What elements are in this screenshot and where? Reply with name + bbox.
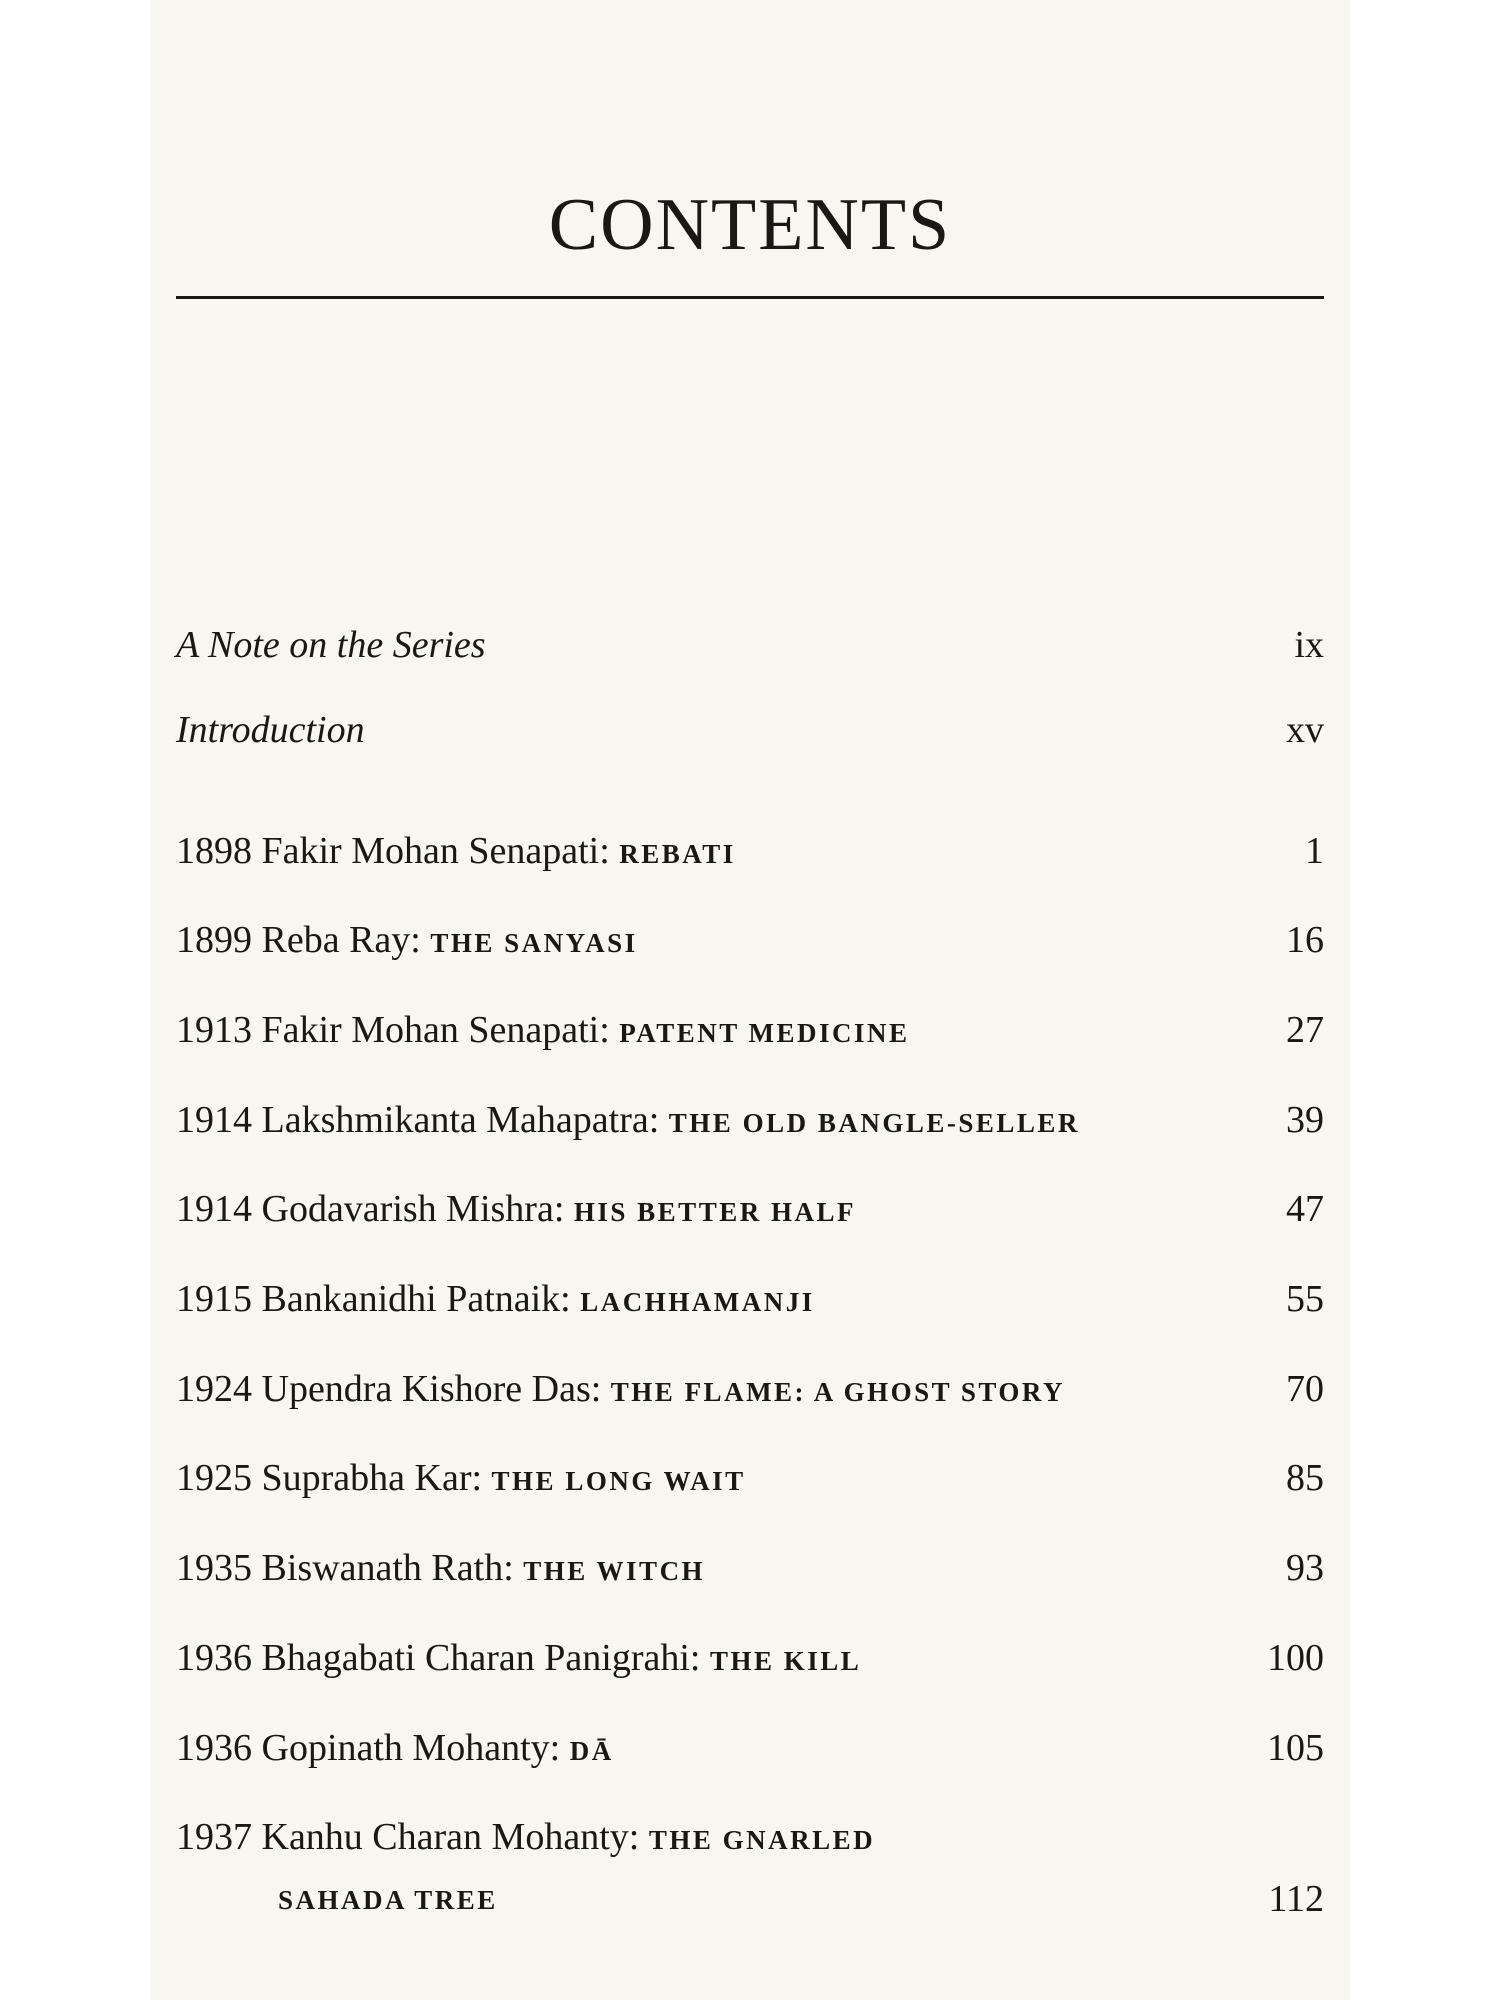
toc-story-title: THE GNARLED bbox=[648, 1825, 876, 1855]
toc-page-number: 27 bbox=[1286, 1009, 1324, 1051]
toc-entry bbox=[176, 1818, 1324, 1856]
toc-year-author: 1936 Bhagabati Charan Panigrahi: bbox=[176, 1637, 701, 1679]
toc-year-author: 1898 Fakir Mohan Senapati: bbox=[176, 830, 610, 872]
toc-entry bbox=[176, 1639, 1324, 1677]
toc-story-title: THE KILL bbox=[710, 1646, 862, 1676]
toc-story-title: DĀ bbox=[569, 1736, 614, 1766]
book-page bbox=[150, 0, 1350, 2000]
toc-page-number: 85 bbox=[1286, 1457, 1324, 1499]
toc-story-title: THE FLAME: A GHOST STORY bbox=[610, 1377, 1065, 1407]
toc-page-number: 93 bbox=[1286, 1547, 1324, 1589]
toc-page-number: 112 bbox=[1268, 1878, 1324, 1920]
toc-story-title: LACHHAMANJI bbox=[580, 1287, 815, 1317]
toc-year-author: 1937 Kanhu Charan Mohanty: bbox=[176, 1816, 640, 1858]
toc-entry bbox=[176, 1011, 1324, 1049]
toc-story-title: THE LONG WAIT bbox=[491, 1466, 746, 1496]
toc-entry-label: Introduction bbox=[176, 709, 365, 751]
toc-year-author: 1914 Godavarish Mishra: bbox=[176, 1188, 565, 1230]
toc-story-title: PATENT MEDICINE bbox=[619, 1018, 910, 1048]
toc-entry bbox=[176, 1101, 1324, 1139]
toc-entry-note-on-series bbox=[176, 626, 1324, 664]
toc-entry bbox=[176, 1459, 1324, 1497]
toc-page-number: 55 bbox=[1286, 1278, 1324, 1320]
toc-page-number: 100 bbox=[1267, 1637, 1324, 1679]
toc-entry bbox=[176, 1190, 1324, 1228]
toc-story-title: HIS BETTER HALF bbox=[573, 1197, 856, 1227]
toc-year-author: 1899 Reba Ray: bbox=[176, 919, 421, 961]
toc-year-author: 1915 Bankanidhi Patnaik: bbox=[176, 1278, 571, 1320]
toc-year-author: 1936 Gopinath Mohanty: bbox=[176, 1727, 561, 1769]
toc-story-title: THE WITCH bbox=[523, 1556, 706, 1586]
toc-entry bbox=[176, 1280, 1324, 1318]
toc-entry-introduction bbox=[176, 711, 1324, 749]
toc-year-author: 1914 Lakshmikanta Mahapatra: bbox=[176, 1099, 660, 1141]
toc-story-title: REBATI bbox=[619, 839, 736, 869]
toc-page-number: 47 bbox=[1286, 1188, 1324, 1230]
toc-entry bbox=[176, 832, 1324, 870]
toc-entry bbox=[176, 1549, 1324, 1587]
title-rule bbox=[176, 296, 1324, 299]
toc-page-number: 39 bbox=[1286, 1099, 1324, 1141]
toc-story-title-continued: SAHADA TREE bbox=[278, 1885, 498, 1915]
toc-story-title: THE OLD BANGLE-SELLER bbox=[668, 1108, 1080, 1138]
toc-page-number: ix bbox=[1294, 624, 1324, 666]
toc-entry bbox=[176, 921, 1324, 959]
toc-year-author: 1935 Biswanath Rath: bbox=[176, 1547, 514, 1589]
toc-year-author: 1924 Upendra Kishore Das: bbox=[176, 1368, 602, 1410]
toc-page-number: 105 bbox=[1267, 1727, 1324, 1769]
toc-entry bbox=[176, 1370, 1324, 1408]
toc-year-author: 1925 Suprabha Kar: bbox=[176, 1457, 483, 1499]
toc-page-number: 16 bbox=[1286, 919, 1324, 961]
page-title: CONTENTS bbox=[548, 184, 952, 266]
toc-page-number: 1 bbox=[1305, 830, 1324, 872]
toc-year-author: 1913 Fakir Mohan Senapati: bbox=[176, 1009, 610, 1051]
toc-page-number: 70 bbox=[1286, 1368, 1324, 1410]
toc-entry bbox=[176, 1729, 1324, 1767]
toc-page-number: xv bbox=[1286, 709, 1324, 751]
toc-entry-label: A Note on the Series bbox=[176, 624, 486, 666]
toc-story-title: THE SANYASI bbox=[430, 928, 638, 958]
